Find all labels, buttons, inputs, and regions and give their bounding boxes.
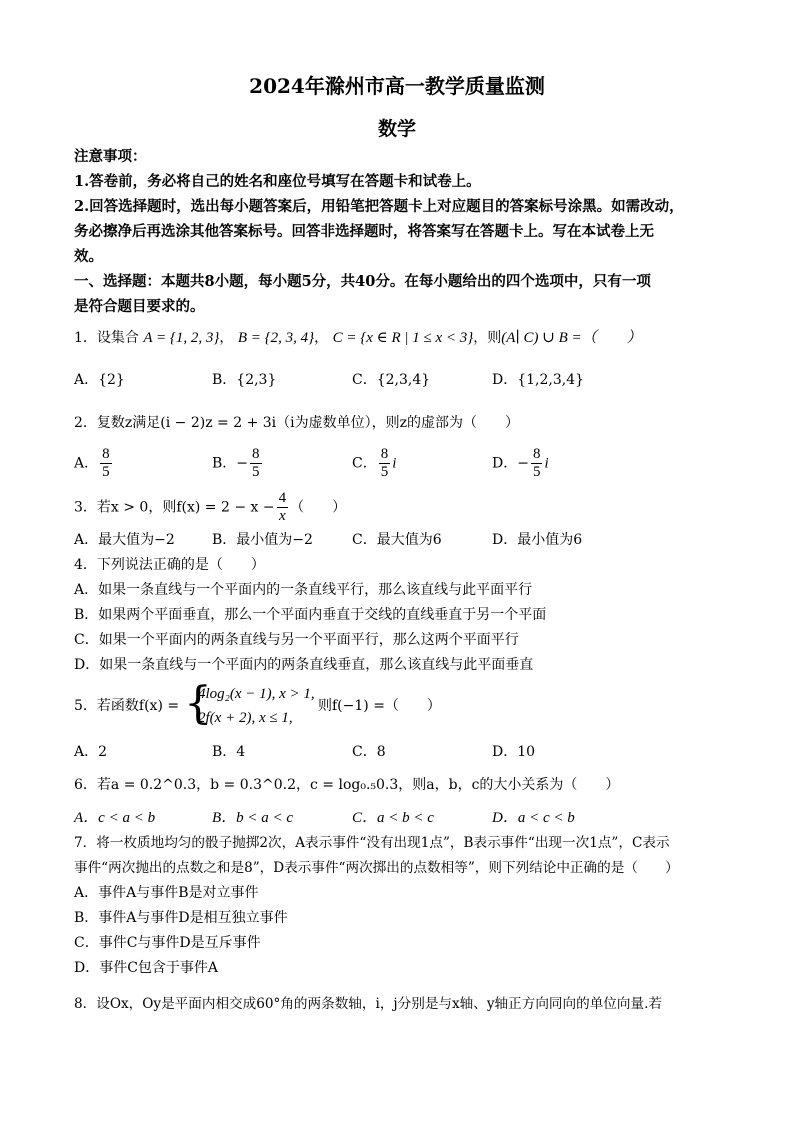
- q5-tail: 则f(−1) =（ ）: [318, 698, 441, 714]
- q3-stem-a: 3．若x > 0，则f(x) = 2 − x −: [74, 499, 275, 516]
- q7-option-b: B．事件A与事件D是相互独立事件: [74, 910, 288, 926]
- notice-heading: 注意事项：: [74, 148, 147, 165]
- question-5-stem: 5．若函数f(x) =: [74, 698, 180, 714]
- question-8-stem: 8．设Ox，Oy是平面内相交成60°角的两条数轴，i，j分别是与x轴、y轴正方向同向的单位向量.若: [74, 996, 662, 1012]
- q2-option-c-imag: i: [392, 455, 397, 472]
- q3-option-c: C．最大值为6: [352, 532, 442, 548]
- exam-title: 2024年滁州市高一教学质量监测: [249, 74, 545, 98]
- q5-option-c: C．8: [352, 744, 386, 760]
- q4-option-c: C．如果一个平面内的两条直线与另一个平面平行，那么这两个平面平行: [74, 632, 519, 648]
- q1-number: 1．设集合: [74, 330, 139, 346]
- q2-option-c-label: C．: [352, 455, 377, 472]
- q1-option-b: B．{2,3}: [212, 372, 277, 388]
- q1-set-b: B = {2, 3, 4}: [237, 330, 315, 346]
- q5-brace: {: [184, 678, 212, 729]
- q6-option-b: B．b < a < c: [212, 810, 294, 826]
- q4-option-b: B．如果两个平面垂直，那么一个平面内垂直于交线的直线垂直于另一个平面: [74, 607, 547, 623]
- q2-option-b: [212, 446, 264, 481]
- q2-option-b-fraction: $\frac{8}{5}$: [252, 446, 260, 480]
- question-7-stem-a: 7．将一枚质地均匀的骰子抛掷2次，A表示事件“没有出现1点”，B表示事件“出现一次1点”，C表示: [74, 835, 670, 851]
- q2-option-d-label: D．−: [492, 455, 529, 472]
- q1-option-a: A．{2}: [74, 372, 125, 388]
- notice-item-2c: 效。: [74, 248, 103, 265]
- question-2-stem: 2．复数z满足(i − 2)z = 2 + 3i（i为虚数单位），则z的虚部为（ ）: [74, 415, 520, 431]
- q6-option-d: D．a < c < b: [492, 810, 575, 826]
- q1-set-c: C = {x ∈ R | 1 ≤ x < 3}: [332, 330, 474, 346]
- q6-option-a: A．c < a < b: [74, 810, 156, 826]
- q1-expr: (A∣ C) ∪ B =（ ）: [501, 330, 642, 346]
- notice-item-1: 1.答卷前，务必将自己的姓名和座位号填写在答题卡和试卷上。: [74, 173, 481, 190]
- q7-option-a: A．事件A与事件B是对立事件: [74, 885, 259, 901]
- question-4-stem: 4．下列说法正确的是（ ）: [74, 557, 265, 573]
- q5-case-1: 4log₂(x − 1), x > 1,: [198, 686, 315, 702]
- exam-subject: 数学: [377, 118, 416, 140]
- q2-option-d-fraction: $\frac{8}{5}$: [532, 446, 541, 480]
- q1-ask: ，则: [473, 330, 502, 346]
- q3-fraction: $\frac{4}{x}$: [278, 490, 287, 524]
- notice-item-2b: 务必擦净后再选涂其他答案标号。回答非选择题时，将答案写在答题卡上。写在本试卷上无: [74, 223, 654, 240]
- q2-option-c: [352, 446, 396, 481]
- q7-option-c: C．事件C与事件D是互斥事件: [74, 935, 261, 951]
- q4-option-d: D．如果一条直线与一个平面内的两条直线垂直，那么该直线与此平面垂直: [74, 657, 534, 673]
- section-heading-a: 一、选择题：本题共8小题，每小题5分，共40分。在每小题给出的四个选项中，只有一项: [74, 273, 651, 290]
- section-heading-b: 是符合题目要求的。: [74, 298, 205, 315]
- question-1-stem: 1．设集合 A = {1, 2, 3}， B = {2, 3, 4}， C = {x ∈ R | 1 ≤ x < 3}，则(A∣ C) ∪ B =（ ）: [74, 330, 642, 346]
- q2-option-a-label: A．: [74, 455, 99, 472]
- question-6-stem: 6．若a = 0.2^0.3，b = 0.3^0.2，c = log₀.₅0.3，则a，b，c的大小关系为（ ）: [74, 777, 620, 793]
- q5-case-2: 2f(x + 2), x ≤ 1,: [198, 710, 293, 726]
- q5-option-d: D．10: [492, 744, 536, 760]
- notice-item-2a: 2.回答选择题时，选出每小题答案后，用铅笔把答题卡上对应题目的答案标号涂黑。如需改动，: [74, 198, 684, 215]
- q2-option-d-imag: i: [544, 455, 549, 472]
- q5-option-b: B．4: [212, 744, 246, 760]
- question-7-stem-b: 事件“两次抛出的点数之和是8”，D表示事件“两次掷出的点数相等”，则下列结论中正确的是（ ）: [74, 860, 679, 876]
- q1-set-a: A = {1, 2, 3}: [143, 330, 220, 346]
- q1-option-c: C．{2,3,4}: [352, 372, 431, 388]
- q6-option-c: C．a < b < c: [352, 810, 434, 826]
- q2-option-c-fraction: $\frac{8}{5}$: [380, 446, 389, 480]
- q7-option-d: D．事件C包含于事件A: [74, 960, 219, 976]
- q3-option-b: B．最小值为−2: [212, 532, 313, 548]
- q3-option-d: D．最小值为6: [492, 532, 583, 548]
- q3-option-a: A．最大值为−2: [74, 532, 175, 548]
- q3-stem-b: （ ）: [290, 499, 347, 516]
- q2-option-d: [492, 446, 549, 481]
- q5-option-a: A．2: [74, 744, 108, 760]
- q4-option-a: A．如果一条直线与一个平面内的一条直线平行，那么该直线与此平面平行: [74, 582, 533, 598]
- q2-option-a-fraction: $\frac{8}{5}$: [102, 446, 110, 480]
- question-3-stem: [74, 490, 346, 525]
- q2-option-b-label: B．−: [212, 455, 249, 472]
- q2-option-a: [74, 446, 114, 481]
- q1-option-d: D．{1,2,3,4}: [492, 372, 585, 388]
